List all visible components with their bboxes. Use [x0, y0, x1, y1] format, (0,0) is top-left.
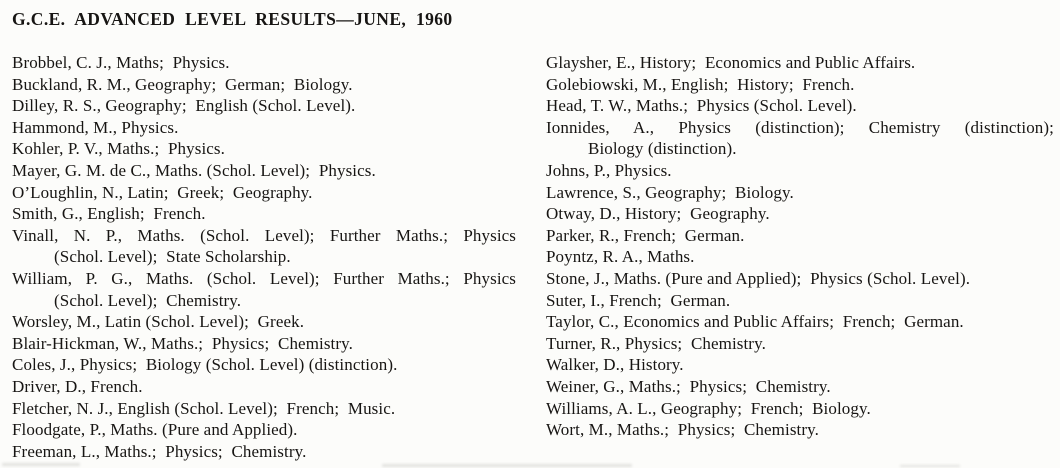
result-entry [12, 268, 516, 311]
entry-line: Johns, P., Physics. [546, 160, 672, 180]
result-entry [546, 117, 1054, 160]
scan-artifact [2, 463, 80, 466]
entry-line: Smith, G., English; French. [12, 204, 206, 224]
entry-line: Turner, R., Physics; Chemistry. [546, 333, 766, 353]
result-entry [546, 160, 1054, 182]
result-entry [12, 52, 516, 74]
result-entry [546, 182, 1054, 204]
entry-line: Blair-Hickman, W., Maths.; Physics; Chemistry. [12, 333, 353, 353]
entry-line: Coles, J., Physics; Biology (Schol. Level) (distinction). [12, 355, 398, 375]
result-entry [546, 95, 1054, 117]
result-entry [546, 333, 1054, 355]
entry-line: Fletcher, N. J., English (Schol. Level); French; Music. [12, 398, 396, 418]
entry-line: Kohler, P. V., Maths.; Physics. [12, 139, 226, 159]
result-entry [546, 268, 1054, 290]
entry-line: William, P. G., Maths. (Schol. Level); Further Maths.; Physics [12, 268, 516, 288]
result-entry [12, 182, 516, 204]
results-column-right [546, 52, 1054, 441]
result-entry [12, 138, 516, 160]
result-entry [546, 398, 1054, 420]
entry-line: Ionnides, A., Physics (distinction); Chemistry (distinction); [546, 117, 1054, 137]
entry-line: Suter, I., French; German. [546, 290, 731, 310]
entry-line: Floodgate, P., Maths. (Pure and Applied). [12, 420, 298, 440]
result-entry [12, 354, 516, 376]
entry-line: Vinall, N. P., Maths. (Schol. Level); Further Maths.; Physics [12, 225, 516, 245]
entry-line: Glaysher, E., History; Economics and Public Affairs. [546, 53, 916, 72]
entry-line: Parker, R., French; German. [546, 225, 745, 245]
entry-continuation-line: (Schol. Level); State Scholarship. [54, 247, 291, 267]
entry-line: O’Loughlin, N., Latin; Greek; Geography. [12, 182, 313, 202]
result-entry [12, 95, 516, 117]
result-entry [12, 398, 516, 420]
result-entry [12, 160, 516, 182]
result-entry [12, 311, 516, 333]
entry-line: Lawrence, S., Geography; Biology. [546, 182, 794, 202]
scan-artifact [900, 465, 960, 467]
entry-line: Freeman, L., Maths.; Physics; Chemistry. [12, 441, 307, 461]
result-entry [546, 74, 1054, 96]
entry-line: Worsley, M., Latin (Schol. Level); Greek. [12, 312, 305, 332]
result-entry [546, 290, 1054, 312]
entry-line: Otway, D., History; Geography. [546, 204, 770, 224]
entry-continuation-line: (Schol. Level); Chemistry. [54, 290, 242, 310]
result-entry [546, 225, 1054, 247]
result-entry [12, 441, 516, 463]
result-entry [12, 376, 516, 398]
result-entry [12, 203, 516, 225]
entry-line: Mayer, G. M. de C., Maths. (Schol. Level); Physics. [12, 160, 376, 180]
entry-continuation-line: Biology (distinction). [588, 139, 737, 159]
result-entry [546, 419, 1054, 441]
result-entry [12, 225, 516, 268]
entry-line: Hammond, M., Physics. [12, 117, 179, 137]
result-entry [546, 246, 1054, 268]
result-entry [546, 354, 1054, 376]
entry-line: Walker, D., History. [546, 355, 684, 375]
result-entry [546, 376, 1054, 398]
result-entry [12, 419, 516, 441]
entry-line: Driver, D., French. [12, 376, 143, 396]
entry-line: Taylor, C., Economics and Public Affairs; French; German. [546, 312, 964, 332]
result-entry [546, 203, 1054, 225]
entry-line: Wort, M., Maths.; Physics; Chemistry. [546, 420, 819, 440]
result-entry [12, 117, 516, 139]
entry-line: Dilley, R. S., Geography; English (Schol. Level). [12, 96, 356, 116]
entry-line: Williams, A. L., Geography; French; Biology. [546, 398, 871, 418]
page-title: G.C.E. ADVANCED LEVEL RESULTS—JUNE, 1960 [12, 9, 453, 29]
entry-line: Brobbel, C. J., Maths; Physics. [12, 53, 230, 72]
entry-line: Stone, J., Maths. (Pure and Applied); Physics (Schol. Level). [546, 268, 971, 288]
entry-line: Buckland, R. M., Geography; German; Biology. [12, 74, 353, 94]
entry-line: Head, T. W., Maths.; Physics (Schol. Level). [546, 96, 857, 116]
result-entry [12, 333, 516, 355]
scan-artifact [382, 464, 632, 467]
result-entry [546, 311, 1054, 333]
entry-line: Weiner, G., Maths.; Physics; Chemistry. [546, 376, 831, 396]
result-entry [546, 52, 1054, 74]
results-column-left [12, 52, 516, 462]
result-entry [12, 74, 516, 96]
entry-line: Golebiowski, M., English; History; French. [546, 74, 855, 94]
entry-line: Poyntz, R. A., Maths. [546, 247, 695, 267]
